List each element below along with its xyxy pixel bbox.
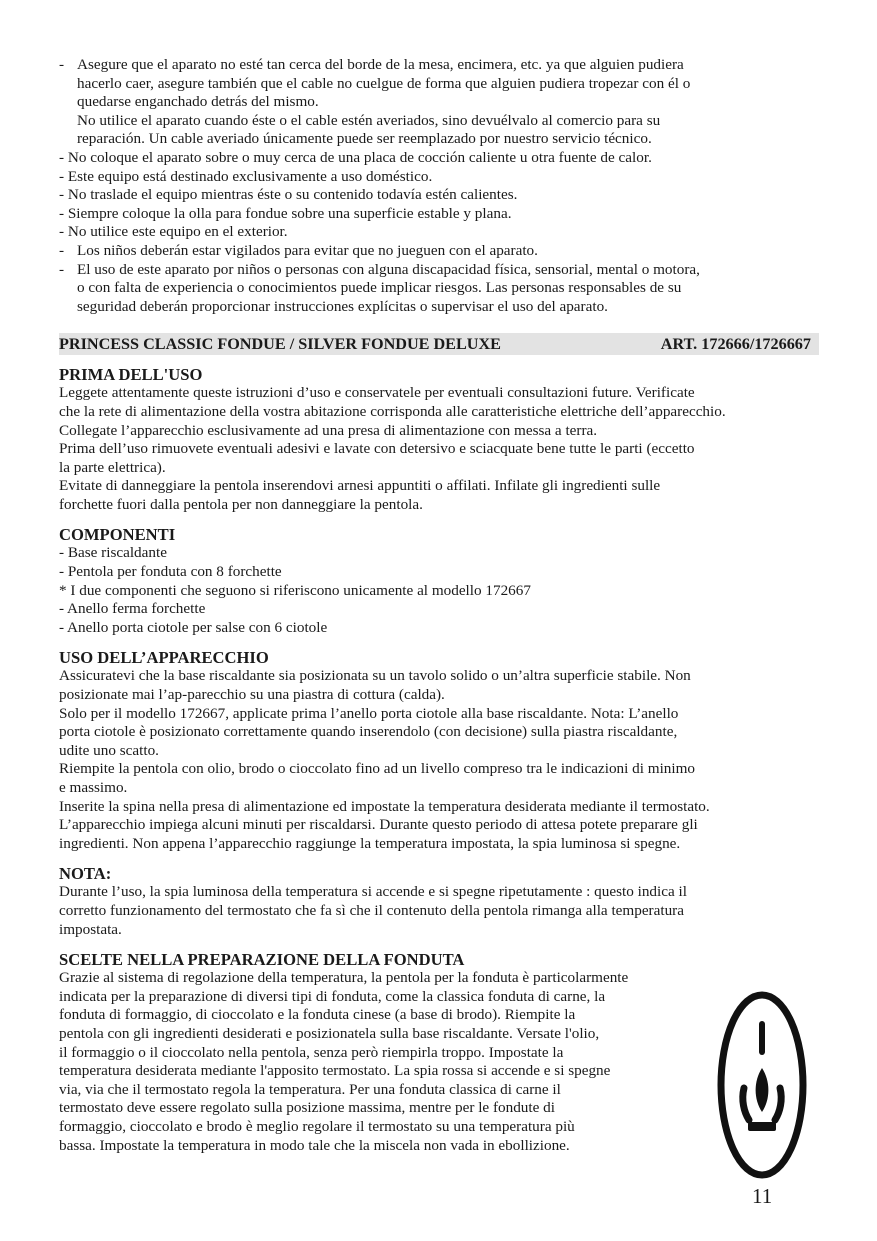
text-line: Grazie al sistema di regolazione della temperatura, la pentola per la fonduta è particolarmente xyxy=(59,969,629,987)
section xyxy=(59,853,819,939)
section-body xyxy=(59,384,819,514)
text-line: - No coloque el aparato sobre o muy cerca de una placa de cocción caliente u otra fuente de calor. xyxy=(59,148,652,166)
text-line: - Siempre coloque la olla para fondue sobre una superficie estable y plana. xyxy=(59,204,512,222)
text-line: temperatura desiderata mediante l'apposito termostato. La spia rossa si accende e si spegne xyxy=(59,1062,611,1080)
text-line: No utilice el aparato cuando éste o el cable estén averiados, sino devuélvalo al comercio para su xyxy=(77,111,661,129)
list-item xyxy=(59,56,819,149)
text-line: posizionate mai l’ap-parecchio su una piastra di cottura (calda). xyxy=(59,686,445,704)
section-gap xyxy=(59,853,819,864)
text-line: El uso de este aparato por niños o personas con alguna discapacidad física, sensorial, mental o motora, xyxy=(77,260,700,278)
text-line: ingredienti. Non appena l’apparecchio raggiunge la temperatura impostata, la spia luminosa si spegne. xyxy=(59,834,681,852)
section-heading: PRIMA DELL'USO xyxy=(59,365,203,385)
list-item xyxy=(59,242,819,261)
banner-article-number: ART. 172666/1726667 xyxy=(660,335,811,354)
text-line: Leggete attentamente queste istruzioni d’uso e conservatele per eventuali consultazioni future. Verificate xyxy=(59,384,695,402)
list-dash: - xyxy=(59,241,65,259)
text-line: - Anello ferma forchette xyxy=(59,600,206,618)
burner-flame-icon xyxy=(717,990,807,1180)
text-line: che la rete di alimentazione della vostra abitazione corrisponda alle caratteristiche elettriche dell’apparecchio. xyxy=(59,402,726,420)
section xyxy=(59,939,819,1155)
text-line: formaggio, cioccolato e brodo è meglio regolare il termostato su una temperatura più xyxy=(59,1117,575,1135)
list-item xyxy=(59,205,819,224)
text-line: Prima dell’uso rimuovete eventuali adesivi e lavate con detersivo e sciacquate bene tutte le parti (eccetto xyxy=(59,440,695,458)
text-line: udite uno scatto. xyxy=(59,741,159,759)
italian-sections xyxy=(59,365,819,1155)
list-item xyxy=(59,168,819,187)
text-line: seguridad deberán proporcionar instrucciones explícitas o supervisar el uso del aparato. xyxy=(77,297,608,315)
text-line: L’apparecchio impiega alcuni minuti per riscaldarsi. Durante questo periodo di attesa potete preparare gli xyxy=(59,816,698,834)
text-line: - Base riscaldante xyxy=(59,544,167,562)
text-line: - Anello porta ciotole per salse con 6 ciotole xyxy=(59,618,328,636)
text-line: corretto funzionamento del termostato che fa sì che il contenuto della pentola rimanga alla temperatura xyxy=(59,901,684,919)
section xyxy=(59,365,819,514)
section-body xyxy=(59,883,819,939)
text-line: hacerlo caer, asegure también que el cable no cuelgue de forma que alguien pudiera tropezar con él o xyxy=(77,74,691,92)
text-line: Inserite la spina nella presa di alimentazione ed impostate la temperatura desiderata mediante il termostato. xyxy=(59,797,710,815)
text-line: Riempite la pentola con olio, brodo o cioccolato fino ad un livello compreso tra le indicazioni di minimo xyxy=(59,760,696,778)
section-gap xyxy=(59,514,819,525)
list-dash: - xyxy=(59,56,65,73)
text-line: pentola con gli ingredienti desiderati e posizionatela sulla base riscaldante. Versate l'olio, xyxy=(59,1024,600,1042)
text-line: e massimo. xyxy=(59,779,128,796)
section-body xyxy=(59,667,819,853)
text-line: forchette fuori dalla pentola per non danneggiare la pentola. xyxy=(59,495,423,513)
list-item xyxy=(59,223,819,242)
list-item xyxy=(59,261,819,317)
section-heading: NOTA: xyxy=(59,864,112,884)
section-body xyxy=(59,969,709,1155)
text-line: - Este equipo está destinado exclusivamente a uso doméstico. xyxy=(59,167,433,185)
text-line: o con falta de experiencia o conocimientos puede implicar riesgos. Las personas responsables de su xyxy=(77,279,682,297)
text-line: fonduta di formaggio, di cioccolato e la fonduta cinese (a base di brodo). Riempite la xyxy=(59,1006,576,1024)
text-line: - Pentola per fonduta con 8 forchette xyxy=(59,563,282,581)
section-heading: SCELTE NELLA PREPARAZIONE DELLA FONDUTA xyxy=(59,950,465,970)
text-line: impostata. xyxy=(59,920,122,938)
text-line: Los niños deberán estar vigilados para evitar que no jueguen con el aparato. xyxy=(77,241,538,259)
text-line: * I due componenti che seguono si riferiscono unicamente al modello 172667 xyxy=(59,581,531,599)
list-item xyxy=(59,149,819,168)
text-line: via, via che il termostato regola la temperatura. Per una fonduta classica di carne il xyxy=(59,1080,561,1098)
text-line: Durante l’uso, la spia luminosa della temperatura si accende e si spegne ripetutamente : questo indica il xyxy=(59,883,687,901)
section xyxy=(59,637,819,853)
text-line: - No utilice este equipo en el exterior. xyxy=(59,223,288,241)
section-heading: COMPONENTI xyxy=(59,525,176,545)
section-heading: USO DELL’APPARECCHIO xyxy=(59,648,269,668)
text-line: Collegate l’apparecchio esclusivamente ad una presa di alimentazione con messa a terra. xyxy=(59,421,598,439)
text-line: il formaggio o il cioccolato nella pentola, senza però riempirla troppo. Impostate la xyxy=(59,1043,564,1061)
text-line: termostato deve essere regolato sulla posizione massima, mentre per le fondute di xyxy=(59,1099,555,1117)
page-content xyxy=(59,56,819,1155)
text-line: indicata per la preparazione di diversi tipi di fonduta, come la classica fonduta di carne, la xyxy=(59,987,606,1005)
text-line: Assicuratevi che la base riscaldante sia posizionata su un tavolo solido o un’altra superficie stabile. Non xyxy=(59,667,691,685)
section-gap xyxy=(59,637,819,648)
spanish-safety-list xyxy=(59,56,819,316)
text-line: - No traslade el equipo mientras éste o su contenido todavía estén calientes. xyxy=(59,186,518,204)
page-number: 11 xyxy=(752,1184,773,1208)
text-line: porta ciotole è posizionato correttamente quando inserendolo (con decisione) sulla piastra riscaldante, xyxy=(59,723,678,741)
list-dash: - xyxy=(59,260,65,278)
section xyxy=(59,514,819,637)
text-line: Evitate di danneggiare la pentola inserendovi arnesi appuntiti o affilati. Infilate gli ingredienti sulle xyxy=(59,477,661,495)
product-banner xyxy=(59,333,819,355)
text-line: quedarse enganchado detrás del mismo. xyxy=(77,93,319,111)
text-line: Solo per il modello 172667, applicate prima l’anello porta ciotole alla base riscaldante. Nota: L’anello xyxy=(59,704,679,722)
section-body xyxy=(59,544,819,637)
banner-title: PRINCESS CLASSIC FONDUE / SILVER FONDUE DELUXE xyxy=(59,335,501,354)
section-gap xyxy=(59,939,819,950)
text-line: bassa. Impostate la temperatura in modo tale che la miscela non vada in ebollizione. xyxy=(59,1136,570,1154)
text-line: reparación. Un cable averiado únicamente puede ser reemplazado por nuestro servicio técnico. xyxy=(77,130,652,148)
text-line: Asegure que el aparato no esté tan cerca del borde de la mesa, encimera, etc. ya que alguien pudiera xyxy=(77,56,684,73)
list-item xyxy=(59,186,819,205)
text-line: la parte elettrica). xyxy=(59,458,166,476)
